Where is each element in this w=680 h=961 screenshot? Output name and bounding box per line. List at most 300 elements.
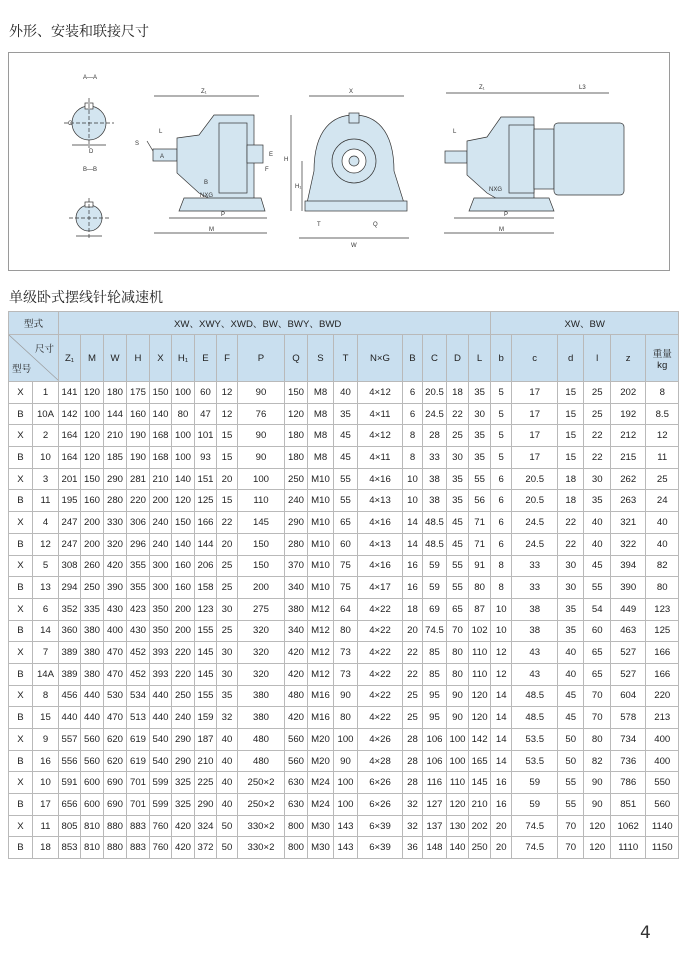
table-cell: 20.5: [512, 490, 558, 512]
table-cell: 306: [127, 512, 150, 534]
table-cell: 18: [558, 490, 584, 512]
table-cell: 110: [238, 490, 285, 512]
table-cell: 60: [195, 382, 217, 404]
table-cell: 75: [334, 577, 358, 599]
table-cell: 45: [558, 685, 584, 707]
table-cell: 400: [104, 620, 127, 642]
table-cell: 16: [403, 577, 423, 599]
table-cell: 120: [447, 794, 469, 816]
table-cell: 14: [491, 750, 512, 772]
table-cell: 5: [491, 425, 512, 447]
table-cell: 192: [611, 403, 646, 425]
table-cell: 6×26: [358, 794, 403, 816]
table-cell: 143: [334, 815, 358, 837]
table-cell: 212: [611, 425, 646, 447]
table-cell: 423: [127, 598, 150, 620]
table-cell: 220: [646, 685, 679, 707]
table-title: 单级卧式摆线针轮减速机: [9, 290, 163, 306]
table-cell: 35: [558, 598, 584, 620]
table-cell: 69: [423, 598, 447, 620]
table-cell: 120: [469, 707, 491, 729]
table-cell: 440: [81, 685, 104, 707]
table-cell: 8: [491, 555, 512, 577]
table-cell: 247: [59, 512, 81, 534]
table-cell: X: [9, 642, 33, 664]
table-cell: 325: [172, 794, 195, 816]
table-cell: 470: [104, 707, 127, 729]
table-cell: 55: [447, 577, 469, 599]
table-cell: 80: [646, 577, 679, 599]
table-cell: 145: [195, 663, 217, 685]
label-mb: M: [499, 227, 504, 233]
table-cell: 142: [59, 403, 81, 425]
table-cell: 8: [33, 685, 59, 707]
table-cell: 556: [59, 750, 81, 772]
table-cell: 93: [195, 447, 217, 469]
table-cell: 262: [611, 468, 646, 490]
label-h: H: [284, 157, 289, 163]
table-cell: 195: [59, 490, 81, 512]
table-cell: 120: [81, 425, 104, 447]
table-cell: 120: [584, 837, 611, 859]
table-cell: 76: [238, 403, 285, 425]
table-cell: 64: [334, 598, 358, 620]
table-cell: 300: [150, 577, 172, 599]
table-cell: 200: [238, 577, 285, 599]
table-cell: 200: [150, 490, 172, 512]
table-cell: 90: [334, 750, 358, 772]
table-cell: 140: [172, 468, 195, 490]
table-row: [9, 837, 679, 859]
table-cell: 247: [59, 533, 81, 555]
table-cell: 300: [150, 555, 172, 577]
header-group1: XW、XWY、XWD、BW、BWY、BWD: [59, 312, 491, 335]
table-cell: 389: [59, 663, 81, 685]
column-header: Q: [285, 335, 308, 382]
table-cell: 100: [238, 468, 285, 490]
table-cell: 290: [104, 468, 127, 490]
table-cell: 4×22: [358, 707, 403, 729]
table-row: [9, 750, 679, 772]
table-cell: 4×22: [358, 663, 403, 685]
table-cell: 35: [447, 490, 469, 512]
table-cell: 180: [104, 382, 127, 404]
table-cell: 82: [584, 750, 611, 772]
table-cell: 296: [127, 533, 150, 555]
table-cell: 45: [584, 555, 611, 577]
table-cell: 70: [584, 707, 611, 729]
table-cell: 330×2: [238, 837, 285, 859]
header-corner: [9, 335, 59, 382]
table-cell: 53.5: [512, 750, 558, 772]
table-cell: 604: [611, 685, 646, 707]
table-cell: 70: [558, 815, 584, 837]
table-cell: 14: [491, 685, 512, 707]
front-view-reducer: [291, 96, 409, 238]
table-cell: X: [9, 815, 33, 837]
table-cell: 350: [150, 598, 172, 620]
table-cell: 50: [217, 815, 238, 837]
table-cell: 16: [33, 750, 59, 772]
table-cell: 786: [611, 772, 646, 794]
table-cell: 28: [403, 750, 423, 772]
table-cell: 30: [217, 598, 238, 620]
table-cell: 48.5: [423, 533, 447, 555]
table-cell: 281: [127, 468, 150, 490]
table-cell: 5: [491, 382, 512, 404]
table-cell: 620: [104, 750, 127, 772]
table-cell: 350: [150, 620, 172, 642]
table-cell: 400: [646, 750, 679, 772]
table-cell: 560: [646, 794, 679, 816]
table-cell: 100: [334, 772, 358, 794]
table-cell: 120: [469, 685, 491, 707]
spec-table: [8, 311, 679, 859]
table-cell: 25: [217, 555, 238, 577]
column-header: X: [150, 335, 172, 382]
table-cell: 4×11: [358, 447, 403, 469]
table-cell: 18: [447, 382, 469, 404]
weight-unit: kg: [657, 359, 668, 371]
table-cell: 65: [447, 598, 469, 620]
table-cell: 160: [127, 403, 150, 425]
table-cell: 120: [285, 403, 308, 425]
table-cell: 1: [33, 382, 59, 404]
table-cell: 120: [584, 815, 611, 837]
table-cell: 155: [195, 620, 217, 642]
table-cell: 20: [491, 815, 512, 837]
table-cell: 120: [81, 382, 104, 404]
table-cell: 71: [469, 533, 491, 555]
table-cell: 17: [512, 425, 558, 447]
table-cell: 340: [285, 620, 308, 642]
table-cell: 620: [104, 729, 127, 751]
table-cell: 213: [646, 707, 679, 729]
table-cell: 320: [238, 663, 285, 685]
table-cell: 480: [238, 729, 285, 751]
table-cell: 390: [611, 577, 646, 599]
table-cell: 150: [150, 382, 172, 404]
table-cell: 6×39: [358, 837, 403, 859]
table-cell: B: [9, 447, 33, 469]
table-cell: 380: [238, 707, 285, 729]
label-z1: Z₁: [201, 89, 207, 95]
table-cell: 17: [512, 382, 558, 404]
table-row: [9, 382, 679, 404]
table-cell: 4×22: [358, 685, 403, 707]
table-cell: 250: [469, 837, 491, 859]
section-title: 外形、安装和联接尺寸: [9, 24, 149, 40]
table-cell: 55: [447, 555, 469, 577]
table-cell: 6×26: [358, 772, 403, 794]
table-cell: 25: [403, 685, 423, 707]
table-cell: 25: [217, 620, 238, 642]
table-cell: 95: [423, 707, 447, 729]
corner-bottom-label: 型号: [12, 364, 32, 375]
table-cell: 106: [423, 729, 447, 751]
table-cell: 6: [491, 533, 512, 555]
table-cell: 18: [403, 598, 423, 620]
table-cell: 380: [81, 642, 104, 664]
table-cell: 393: [150, 663, 172, 685]
table-cell: 560: [81, 729, 104, 751]
table-cell: 187: [195, 729, 217, 751]
table-cell: 210: [195, 750, 217, 772]
table-cell: 599: [150, 772, 172, 794]
table-cell: 87: [469, 598, 491, 620]
table-cell: 800: [285, 837, 308, 859]
table-cell: 263: [611, 490, 646, 512]
table-cell: 85: [423, 663, 447, 685]
table-cell: 527: [611, 663, 646, 685]
table-cell: 10: [403, 468, 423, 490]
table-cell: 165: [469, 750, 491, 772]
table-cell: 164: [59, 425, 81, 447]
table-cell: 40: [646, 512, 679, 534]
column-header: T: [334, 335, 358, 382]
table-cell: 440: [150, 707, 172, 729]
table-cell: 80: [334, 707, 358, 729]
table-cell: 90: [584, 794, 611, 816]
table-cell: 24.5: [512, 533, 558, 555]
table-cell: 800: [285, 815, 308, 837]
table-cell: 150: [172, 512, 195, 534]
table-cell: 25: [584, 382, 611, 404]
table-cell: 200: [81, 512, 104, 534]
table-cell: 168: [150, 447, 172, 469]
table-cell: 540: [150, 729, 172, 751]
table-cell: 2: [33, 425, 59, 447]
side-view-reducer: [147, 96, 267, 233]
table-cell: 290: [285, 512, 308, 534]
table-cell: 91: [469, 555, 491, 577]
table-cell: 463: [611, 620, 646, 642]
table-cell: 85: [423, 642, 447, 664]
weight-label: 重量: [652, 348, 672, 360]
table-cell: 250: [172, 685, 195, 707]
table-cell: 578: [611, 707, 646, 729]
table-cell: 701: [127, 772, 150, 794]
table-cell: 540: [150, 750, 172, 772]
table-cell: 28: [403, 772, 423, 794]
table-cell: 22: [217, 512, 238, 534]
table-row: [9, 794, 679, 816]
table-cell: 851: [611, 794, 646, 816]
table-cell: 10: [33, 772, 59, 794]
corner-top-label: 尺寸: [34, 344, 54, 355]
dimension-drawing: [8, 52, 670, 271]
label-s: S: [135, 141, 140, 147]
column-header: d: [558, 335, 584, 382]
table-cell: 290: [172, 729, 195, 751]
table-cell: 12: [491, 663, 512, 685]
table-cell: 90: [584, 772, 611, 794]
table-cell: 240: [150, 533, 172, 555]
table-cell: 7: [33, 642, 59, 664]
table-cell: 80: [584, 729, 611, 751]
table-cell: 32: [217, 707, 238, 729]
table-cell: 6: [33, 598, 59, 620]
column-header: B: [403, 335, 423, 382]
table-cell: 45: [558, 707, 584, 729]
table-cell: 210: [150, 468, 172, 490]
table-cell: 110: [469, 642, 491, 664]
table-cell: 201: [59, 468, 81, 490]
table-cell: 4×17: [358, 577, 403, 599]
table-cell: 1150: [646, 837, 679, 859]
table-cell: 420: [172, 815, 195, 837]
table-cell: 320: [238, 642, 285, 664]
column-header: z: [611, 335, 646, 382]
table-cell: 760: [150, 837, 172, 859]
table-cell: 690: [104, 794, 127, 816]
table-cell: B: [9, 620, 33, 642]
table-cell: 100: [447, 729, 469, 751]
label-w: W: [351, 243, 357, 249]
table-cell: 143: [334, 837, 358, 859]
table-cell: 1140: [646, 815, 679, 837]
table-cell: 5: [33, 555, 59, 577]
table-cell: 280: [104, 490, 127, 512]
table-cell: 6: [403, 403, 423, 425]
table-row: [9, 620, 679, 642]
table-cell: 420: [104, 555, 127, 577]
table-cell: 240: [285, 490, 308, 512]
table-cell: 420: [285, 642, 308, 664]
table-cell: 560: [285, 729, 308, 751]
table-cell: M10: [308, 533, 334, 555]
table-cell: M10: [308, 512, 334, 534]
table-cell: 290: [172, 750, 195, 772]
table-cell: 12: [646, 425, 679, 447]
table-cell: 250×2: [238, 772, 285, 794]
table-cell: 110: [447, 772, 469, 794]
label-m: M: [209, 227, 214, 233]
table-cell: M10: [308, 577, 334, 599]
header-row-top: [9, 312, 679, 335]
table-cell: 4: [33, 512, 59, 534]
table-cell: 90: [238, 447, 285, 469]
table-cell: 400: [646, 729, 679, 751]
table-cell: 48.5: [512, 685, 558, 707]
table-cell: 148: [423, 837, 447, 859]
table-cell: 40: [584, 512, 611, 534]
table-cell: 449: [611, 598, 646, 620]
table-cell: 10: [491, 620, 512, 642]
table-cell: 80: [172, 403, 195, 425]
table-cell: 75: [334, 555, 358, 577]
table-cell: 90: [447, 707, 469, 729]
table-cell: 33: [512, 555, 558, 577]
table-cell: 175: [127, 382, 150, 404]
table-cell: 440: [59, 707, 81, 729]
table-cell: 73: [334, 663, 358, 685]
table-cell: 22: [584, 447, 611, 469]
table-cell: 50: [558, 729, 584, 751]
table-cell: 5: [491, 403, 512, 425]
label-p: P: [221, 212, 226, 218]
table-cell: X: [9, 555, 33, 577]
table-cell: 54: [584, 598, 611, 620]
table-cell: 28: [403, 729, 423, 751]
table-cell: 15: [217, 425, 238, 447]
table-cell: 656: [59, 794, 81, 816]
table-cell: B: [9, 403, 33, 425]
table-cell: 55: [558, 772, 584, 794]
table-cell: 18: [33, 837, 59, 859]
table-row: [9, 815, 679, 837]
table-cell: 40: [217, 750, 238, 772]
table-cell: 55: [334, 468, 358, 490]
label-c: C: [68, 121, 73, 127]
table-cell: 43: [512, 642, 558, 664]
table-cell: M10: [308, 555, 334, 577]
table-cell: 12: [217, 403, 238, 425]
table-cell: 55: [558, 794, 584, 816]
table-cell: 630: [285, 772, 308, 794]
table-cell: 280: [285, 533, 308, 555]
table-cell: 50: [217, 837, 238, 859]
table-cell: 4×11: [358, 403, 403, 425]
table-cell: 14: [403, 533, 423, 555]
table-cell: 12: [33, 533, 59, 555]
table-cell: 35: [469, 447, 491, 469]
table-cell: 14: [491, 729, 512, 751]
table-cell: 619: [127, 729, 150, 751]
table-cell: 22: [584, 425, 611, 447]
table-cell: M16: [308, 707, 334, 729]
table-cell: 65: [584, 663, 611, 685]
table-cell: 6: [491, 512, 512, 534]
table-cell: 355: [127, 555, 150, 577]
table-cell: 14A: [33, 663, 59, 685]
table-cell: 32: [403, 794, 423, 816]
table-cell: M8: [308, 447, 334, 469]
table-cell: 123: [646, 598, 679, 620]
table-cell: 5: [491, 447, 512, 469]
table-cell: X: [9, 772, 33, 794]
table-cell: 166: [646, 663, 679, 685]
table-cell: 452: [127, 642, 150, 664]
table-cell: 145: [238, 512, 285, 534]
table-cell: 166: [195, 512, 217, 534]
table-cell: 690: [104, 772, 127, 794]
table-cell: 600: [81, 794, 104, 816]
table-cell: 100: [334, 794, 358, 816]
label-e: E: [269, 152, 274, 158]
table-cell: 100: [172, 447, 195, 469]
table-cell: 50: [558, 750, 584, 772]
table-cell: 59: [423, 577, 447, 599]
table-cell: 102: [469, 620, 491, 642]
label-aa: A—A: [83, 75, 98, 81]
table-cell: 35: [217, 685, 238, 707]
table-cell: 352: [59, 598, 81, 620]
table-cell: 13: [33, 577, 59, 599]
table-cell: 45: [334, 447, 358, 469]
table-cell: 120: [81, 447, 104, 469]
table-cell: 6: [491, 468, 512, 490]
table-cell: 6: [491, 490, 512, 512]
table-cell: 4×22: [358, 642, 403, 664]
table-cell: B: [9, 794, 33, 816]
table-cell: 240: [150, 512, 172, 534]
label-nxgb: NXG: [489, 187, 503, 193]
table-cell: M8: [308, 403, 334, 425]
table-cell: 166: [646, 642, 679, 664]
table-cell: 6×39: [358, 815, 403, 837]
table-cell: 140: [150, 403, 172, 425]
